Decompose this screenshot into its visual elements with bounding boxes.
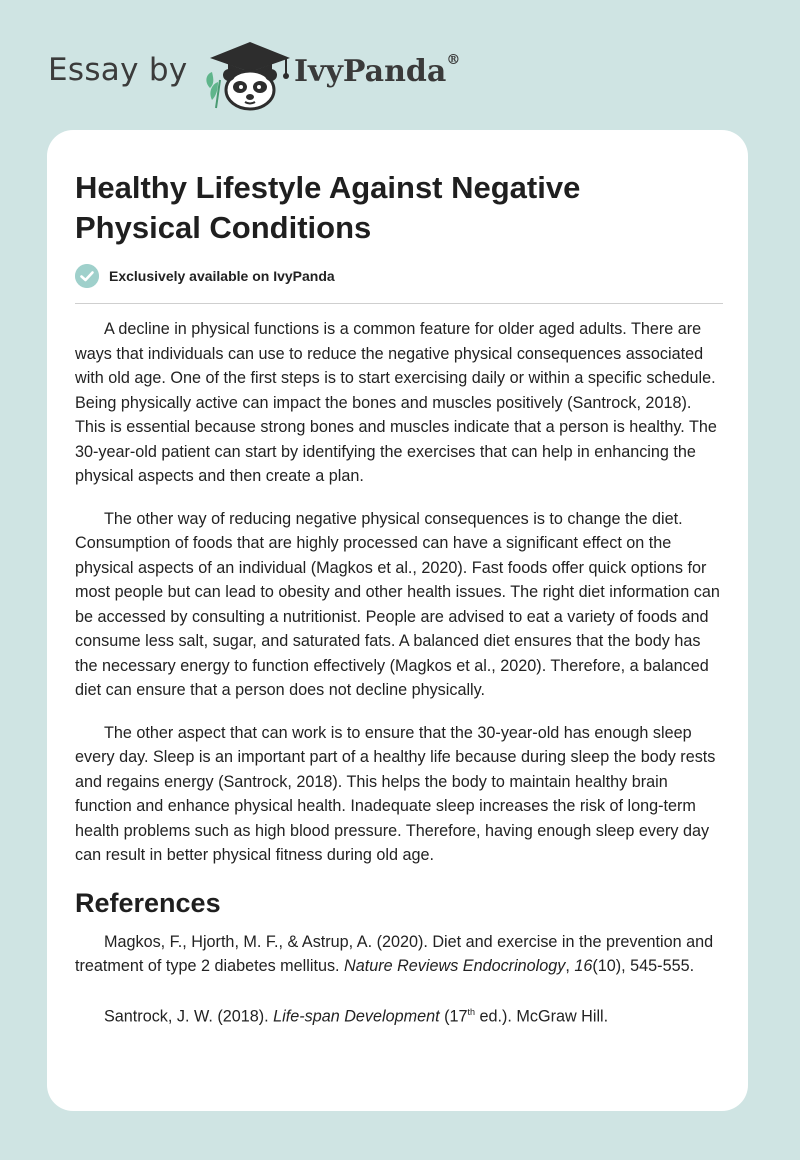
reference-separator: , xyxy=(565,957,575,975)
paragraph: The other way of reducing negative physical consequences is to change the diet. Consumption of foods that are highly processed can have a significant effect on the physical aspects of an individual (Magkos et al., 2020). Fast foods offer quick options for most people but can lead to obesity and other health issues. The right diet information can be accessed by consulting a nutritionist. People are advised to eat a variety of foods and consume less salt, sugar, and saturated fats. A balanced diet ensures that the body has the necessary energy to function effectively (Magkos et al., 2020). Therefore, a balanced diet can ensure that a person does not decline physically. xyxy=(75,509,720,699)
reference-pages: (10), 545-555. xyxy=(592,957,695,975)
badge-label: Exclusively available on IvyPanda xyxy=(109,268,335,284)
exclusive-badge xyxy=(75,264,475,290)
essay-card xyxy=(47,130,748,1111)
reference-authors: Santrock, J. W. (2018). xyxy=(104,1006,274,1025)
reference-volume: 16 xyxy=(574,957,593,975)
essay-body xyxy=(75,317,723,1049)
references-heading: References xyxy=(75,887,221,918)
reference-publisher: ed.). McGraw Hill. xyxy=(475,1006,609,1025)
checkmark-icon xyxy=(75,264,99,288)
paragraph: A decline in physical functions is a common feature for older aged adults. There are ways that individuals can use to reduce the negative physical consequences associated with old age. One of the first steps is to start exercising daily or within a specific schedule. Being physically active can impact the bones and muscles positively (Santrock, 2018). This is essential because strong bones and muscles indicate that a person is healthy. The 30-year-old patient can start by identifying the exercises that can help in enhancing the physical aspects and then create a plan. xyxy=(75,320,717,485)
reference-edition: (17 xyxy=(439,1006,468,1025)
panda-icon[interactable] xyxy=(202,36,292,112)
reference-edition-suffix: th xyxy=(467,1006,476,1017)
brand-header xyxy=(48,36,488,116)
paragraph: The other aspect that can work is to ensure that the 30-year-old has enough sleep every day. Sleep is an important part of a healthy life because during sleep the body rests and regains energy (Santrock, 2018). This helps the body to maintain healthy brain function and enhance physical health. Inadequate sleep increases the risk of long-term health problems such as high blood pressure. Therefore, having enough sleep every day can result in better physical fitness during old age. xyxy=(75,723,716,864)
reference-item xyxy=(75,1000,723,1029)
brand-prefix: Essay by xyxy=(48,52,188,88)
divider xyxy=(75,303,723,304)
brand-name-text: IvyPanda xyxy=(294,54,447,89)
reference-authors: Magkos, F., Hjorth, M. F., & Astrup, A. (2020). Diet and exercise in the prevention and treatment of type 2 diabetes mellitus. xyxy=(75,932,714,975)
reference-book: Life-span Development xyxy=(273,1006,440,1025)
reference-journal: Nature Reviews Endocrinology xyxy=(344,957,566,975)
brand-name[interactable] xyxy=(294,54,460,89)
reference-item xyxy=(75,930,723,979)
page-title: Healthy Lifestyle Against Negative Physical Conditions xyxy=(75,170,581,245)
leaf-icon xyxy=(206,72,220,108)
registered-mark: ® xyxy=(446,52,461,68)
